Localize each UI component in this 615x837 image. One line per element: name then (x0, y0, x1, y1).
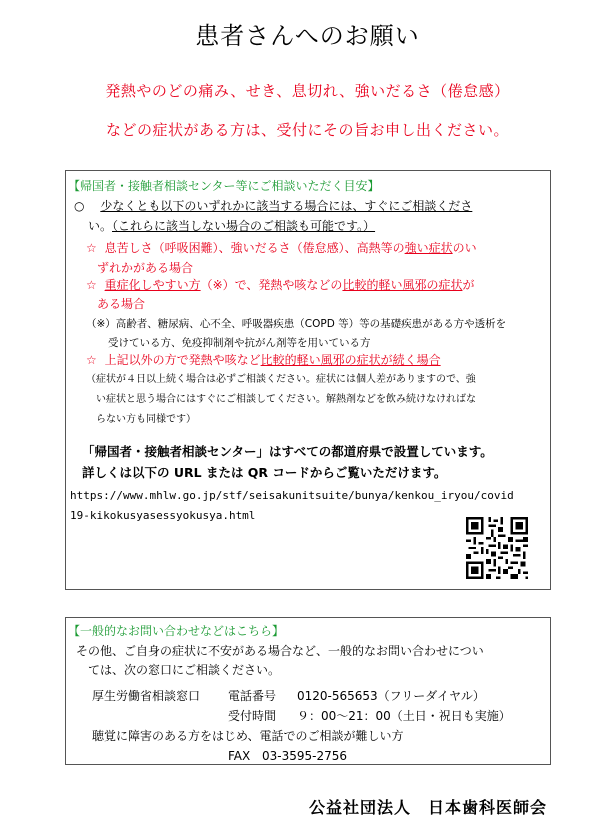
general-intro-line-1: その他、ご自身の症状に不安がある場合など、一般的なお問い合わせについ (76, 644, 484, 658)
intro-line-2 (88, 216, 375, 236)
intro-text-b-underlined: （これらに該当しない場合のご相談も可能です。） (112, 219, 376, 233)
phone-label: 電話番号 (228, 689, 277, 703)
phone-number[interactable]: 0120-565653（フリーダイヤル） (297, 689, 485, 703)
general-inquiry-heading: 【一般的なお問い合わせなどはこちら】 (68, 624, 285, 638)
criterion-1-text-end: のい (452, 241, 477, 255)
criterion-3-note-line-1: （症状が４日以上続く場合は必ずご相談ください。症状には個人差がありますので、強 (86, 374, 476, 385)
hours-label: 受付時間 (228, 709, 277, 723)
notice-line-1: 発熱やのどの痛み、せき、息切れ、強いだるさ（倦怠感） (105, 82, 510, 100)
star-icon: ☆ (86, 278, 97, 292)
criterion-2-text: （※）で、発熱や咳などの (200, 278, 343, 292)
high-risk-note-line-2: 受けている方、免疫抑制剤や抗がん剤等を用いている方 (108, 337, 371, 349)
criterion-3-note-line-3: らない方も同様です） (96, 414, 196, 425)
notice-line-2: などの症状がある方は、受付にその旨お申し出ください。 (105, 121, 509, 139)
criterion-1-text: 息苦しさ（呼吸困難）、強いだるさ（倦怠感）、高熱等の (104, 241, 405, 255)
consultation-heading: 【帰国者・接触者相談センター等にご相談いただく目安】 (68, 179, 380, 193)
criterion-3-note-line-2: い症状と思う場合にはすぐにご相談してください。解熱剤などを飲み続けなければな (96, 394, 476, 405)
page-title: 患者さんへのお願い (195, 22, 420, 50)
star-icon: ☆ (86, 353, 97, 367)
fax-number: 03-3595-2756 (262, 749, 348, 763)
criterion-1-line-1 (86, 238, 477, 258)
general-intro-line-2: ては、次の窓口にご相談ください。 (88, 663, 281, 677)
hours-value: ９：00～21：00（土日・祝日も実施） (297, 709, 511, 723)
criterion-2-high-risk: 重症化しやすい方 (104, 278, 201, 292)
mhlw-desk-name: 厚生労働省相談窓口 (92, 689, 201, 703)
hearing-impaired-note: 聴覚に障害のある方をはじめ、電話でのご相談が難しい方 (92, 729, 404, 743)
criterion-2-line-1 (86, 275, 474, 295)
qr-code-icon[interactable] (466, 517, 528, 579)
intro-text-a: 少なくとも以下のいずれかに該当する場合には、すぐにご相談くださ (100, 199, 473, 213)
center-info-line-1: 「帰国者・接触者相談センター」はすべての都道府県で設置しています。 (82, 444, 493, 459)
center-info-line-2: 詳しくは以下の URL または QR コードからご覧いただけます。 (82, 465, 447, 480)
organization-name: 公益社団法人 日本歯科医師会 (308, 798, 547, 817)
intro-line-1 (74, 196, 472, 216)
mhlw-url-line-1[interactable]: https://www.mhlw.go.jp/stf/seisakunitsuite/bunya/kenkou_iryou/covid (70, 489, 514, 502)
criterion-2-mild-symptoms: 比較的軽い風邪の症状 (342, 278, 463, 292)
criterion-1-line-2: ずれかがある場合 (97, 261, 194, 275)
criterion-3-line (86, 350, 441, 370)
criterion-3-persistent-symptoms: 比較的軽い風邪の症状が続く場合 (260, 353, 441, 367)
intro-text-b-lead: い。 (88, 219, 113, 233)
star-icon: ☆ (86, 241, 97, 255)
mhlw-url-line-2[interactable]: 19-kikokusyasessyokusya.html (70, 509, 256, 522)
high-risk-note-line-1: （※）高齢者、糖尿病、心不全、呼吸器疾患（COPD 等）等の基礎疾患がある方や透析を (86, 318, 507, 330)
criterion-3-text: 上記以外の方で発熱や咳など (104, 353, 261, 367)
criterion-2-text-end: が (462, 278, 475, 292)
criterion-2-line-2: ある場合 (97, 297, 146, 311)
fax-label: FAX (228, 749, 251, 763)
criterion-1-strong-symptoms: 強い症状 (404, 241, 453, 255)
circle-bullet-icon: ○ (74, 199, 85, 213)
